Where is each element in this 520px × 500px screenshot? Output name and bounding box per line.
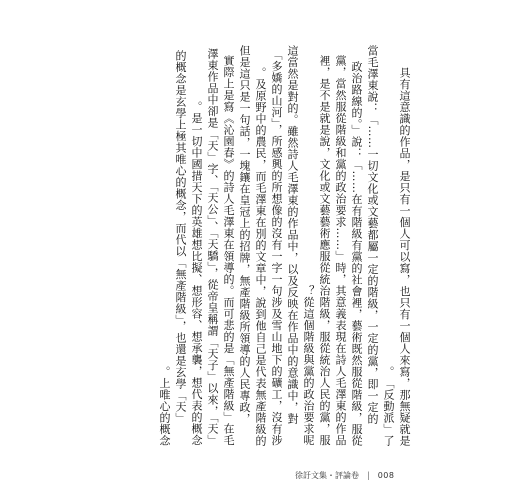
paragraph-2: 當毛澤東說：「……一切文化或文藝都屬一定的階級，一定的黨，即一定的政治路線的。」說：「……在有階級有黨的社會裡，藝術既然服從階級，服從黨，當然服從階級和黨的政治要求……」時，其意義表現在詩人毛澤東的作品裡，是不是就是說，文化或文藝藝術應服從統治階級，服從統治人民的黨，服從這個階級與黨的政治要求呢？ bbox=[302, 44, 379, 446]
page-footer bbox=[295, 468, 415, 484]
vertical-text-body bbox=[112, 44, 412, 446]
book-title: 徐訏文集・評論卷 bbox=[295, 471, 359, 480]
paragraph-5: 「天」的概念是玄學上極其唯心的概念，而代以「無產階級」，也還是玄學上唯心的概念。 bbox=[158, 50, 187, 446]
paragraph-4: 但是這只是一句話，一塊鑲在皇冠上的招牌，無產階級所領導的人民專政，實際上是寫《沁園春》的詩人毛澤東在領導的。而可悲的是「無產階級」在毛澤東作品中卻是「天」字、「天公」、「天驕」，從帝皇稱謂「天子」以來，「天」是一切中國措天下的英雄想比擬、想形容、想承襲，想代表的概念。 bbox=[190, 44, 251, 446]
footer-separator: | bbox=[367, 471, 370, 480]
paragraph-3: 這當然是對的。雖然詩人毛澤東的作品中，以及反映在作品中的意識中，對「多嬌的山河」，所感興的所想像的沒有一字一句涉及雪山地下的礦工，沒有涉及原野中的農民，而毛澤東在別的文章中，說到他自己是代表無產階級的。 bbox=[254, 44, 299, 446]
page-number: 008 bbox=[377, 471, 395, 480]
paragraph-1: 具有這意識的作品，是只有一個人可以寫，也只有一個人來寫，那無疑就是「反動派」了。 bbox=[382, 66, 411, 446]
